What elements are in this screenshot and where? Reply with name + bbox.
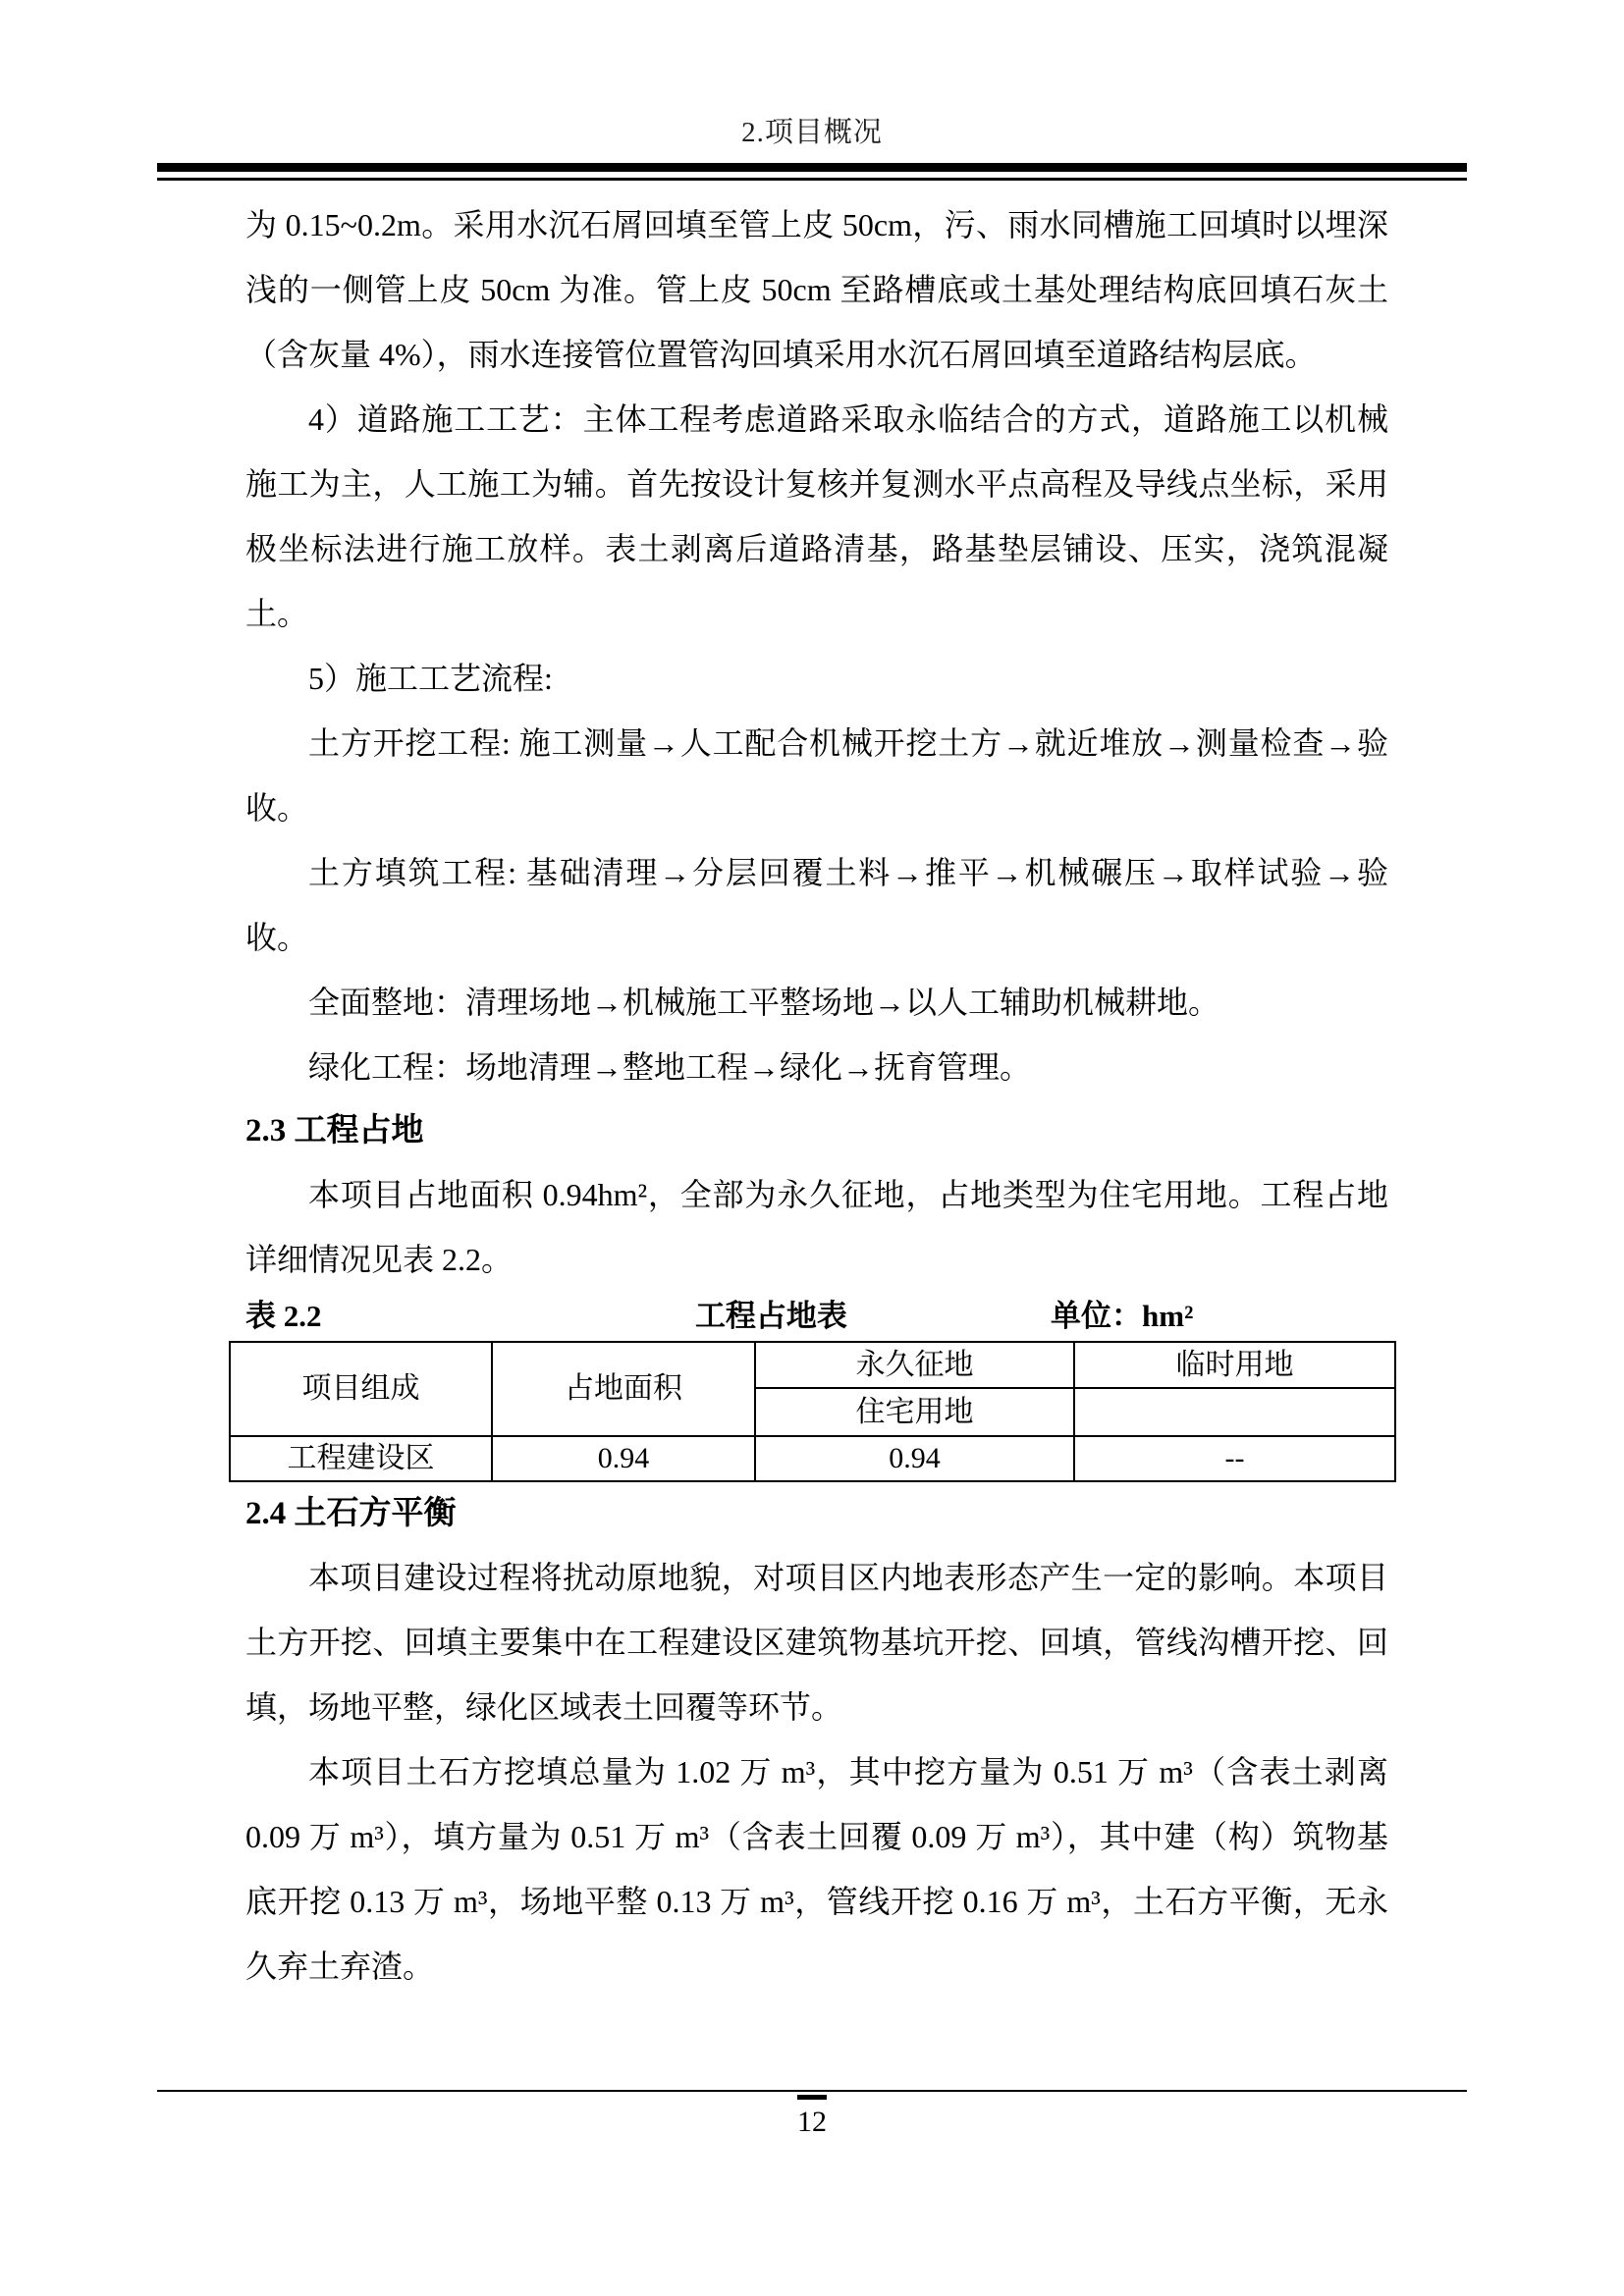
paragraph-process-flow-title: 5）施工工艺流程:: [308, 661, 553, 696]
header-rule-thin: [157, 178, 1467, 181]
table-header-row-1: [230, 1342, 1395, 1388]
table-header-permanent: 永久征地: [755, 1342, 1074, 1388]
table-caption-label: 表 2.2: [245, 1299, 322, 1333]
footer-rule: [157, 2090, 1467, 2092]
paragraph-filling-flow: 土方填筑工程: 基础清理→分层回覆土料→推平→机械碾压→取样试验→验收。: [245, 855, 1388, 955]
table-caption: [245, 1292, 1388, 1341]
table-caption-unit: 单位：hm²: [1051, 1299, 1194, 1333]
page-header-title: 2.项目概况: [741, 117, 883, 148]
table-cell-temporary: --: [1074, 1436, 1395, 1481]
table-cell-area: 0.94: [492, 1436, 755, 1481]
table-subheader-temporary-empty: [1074, 1388, 1395, 1436]
page-number-overline: [797, 2095, 827, 2100]
document-body: [245, 192, 1388, 1999]
table-cell-project: 工程建设区: [230, 1436, 492, 1481]
table-data-row: [230, 1436, 1395, 1481]
paragraph-road-construction: 4）道路施工工艺：主体工程考虑道路采取永临结合的方式，道路施工以机械施工为主，人工施工为辅。首先按设计复核并复测水平点高程及导线点坐标，采用极坐标法进行施工放样。表土剥离后道路清基，路基垫层铺设、压实，浇筑混凝土。: [245, 401, 1388, 631]
header-rule-thick: [157, 163, 1467, 172]
section-heading-2-3: 2.3 工程占地: [245, 1113, 424, 1148]
section-heading-2-4: 2.4 土石方平衡: [245, 1496, 457, 1531]
paragraph-excavation-flow: 土方开挖工程: 施工测量→人工配合机械开挖土方→就近堆放→测量检查→验收。: [245, 725, 1388, 826]
table-subheader-residential: 住宅用地: [755, 1388, 1074, 1436]
paragraph-pipe-backfill: 为 0.15~0.2m。采用水沉石屑回填至管上皮 50cm，污、雨水同槽施工回填时以埋深浅的一侧管上皮 50cm 为准。管上皮 50cm 至路槽底或土基处理结构底回填石灰土（含灰量 4%），雨水连接管位置管沟回填采用水沉石屑回填至道路结构层底。: [245, 207, 1388, 372]
paragraph-land-leveling: 全面整地：清理场地→机械施工平整场地→以人工辅助机械耕地。: [308, 985, 1220, 1020]
paragraph-greening: 绿化工程：场地清理→整地工程→绿化→抚育管理。: [308, 1049, 1032, 1085]
table-cell-permanent: 0.94: [755, 1436, 1074, 1481]
table-caption-title: 工程占地表: [694, 1299, 847, 1333]
table-header-project: 项目组成: [230, 1342, 492, 1436]
paragraph-earthwork-balance: 本项目土石方挖填总量为 1.02 万 m³，其中挖方量为 0.51 万 m³（含表土剥离 0.09 万 m³），填方量为 0.51 万 m³（含表土回覆 0.09 万 m³），其中建（构）筑物基底开挖 0.13 万 m³，场地平整 0.13 万 m³，管线开挖 0.16 万 m³，土石方平衡，无永久弃土弃渣。: [245, 1754, 1388, 1984]
land-occupation-table: [229, 1341, 1396, 1482]
table-header-temporary: 临时用地: [1074, 1342, 1395, 1388]
table-header-area: 占地面积: [492, 1342, 755, 1436]
paragraph-disturbance: 本项目建设过程将扰动原地貌，对项目区内地表形态产生一定的影响。本项目土方开挖、回填主要集中在工程建设区建筑物基坑开挖、回填，管线沟槽开挖、回填，场地平整，绿化区域表土回覆等环节。: [245, 1560, 1388, 1725]
page-number: 12: [797, 2106, 827, 2138]
paragraph-land-occupation: 本项目占地面积 0.94hm²，全部为永久征地，占地类型为住宅用地。工程占地详细情况见表 2.2。: [245, 1177, 1388, 1277]
